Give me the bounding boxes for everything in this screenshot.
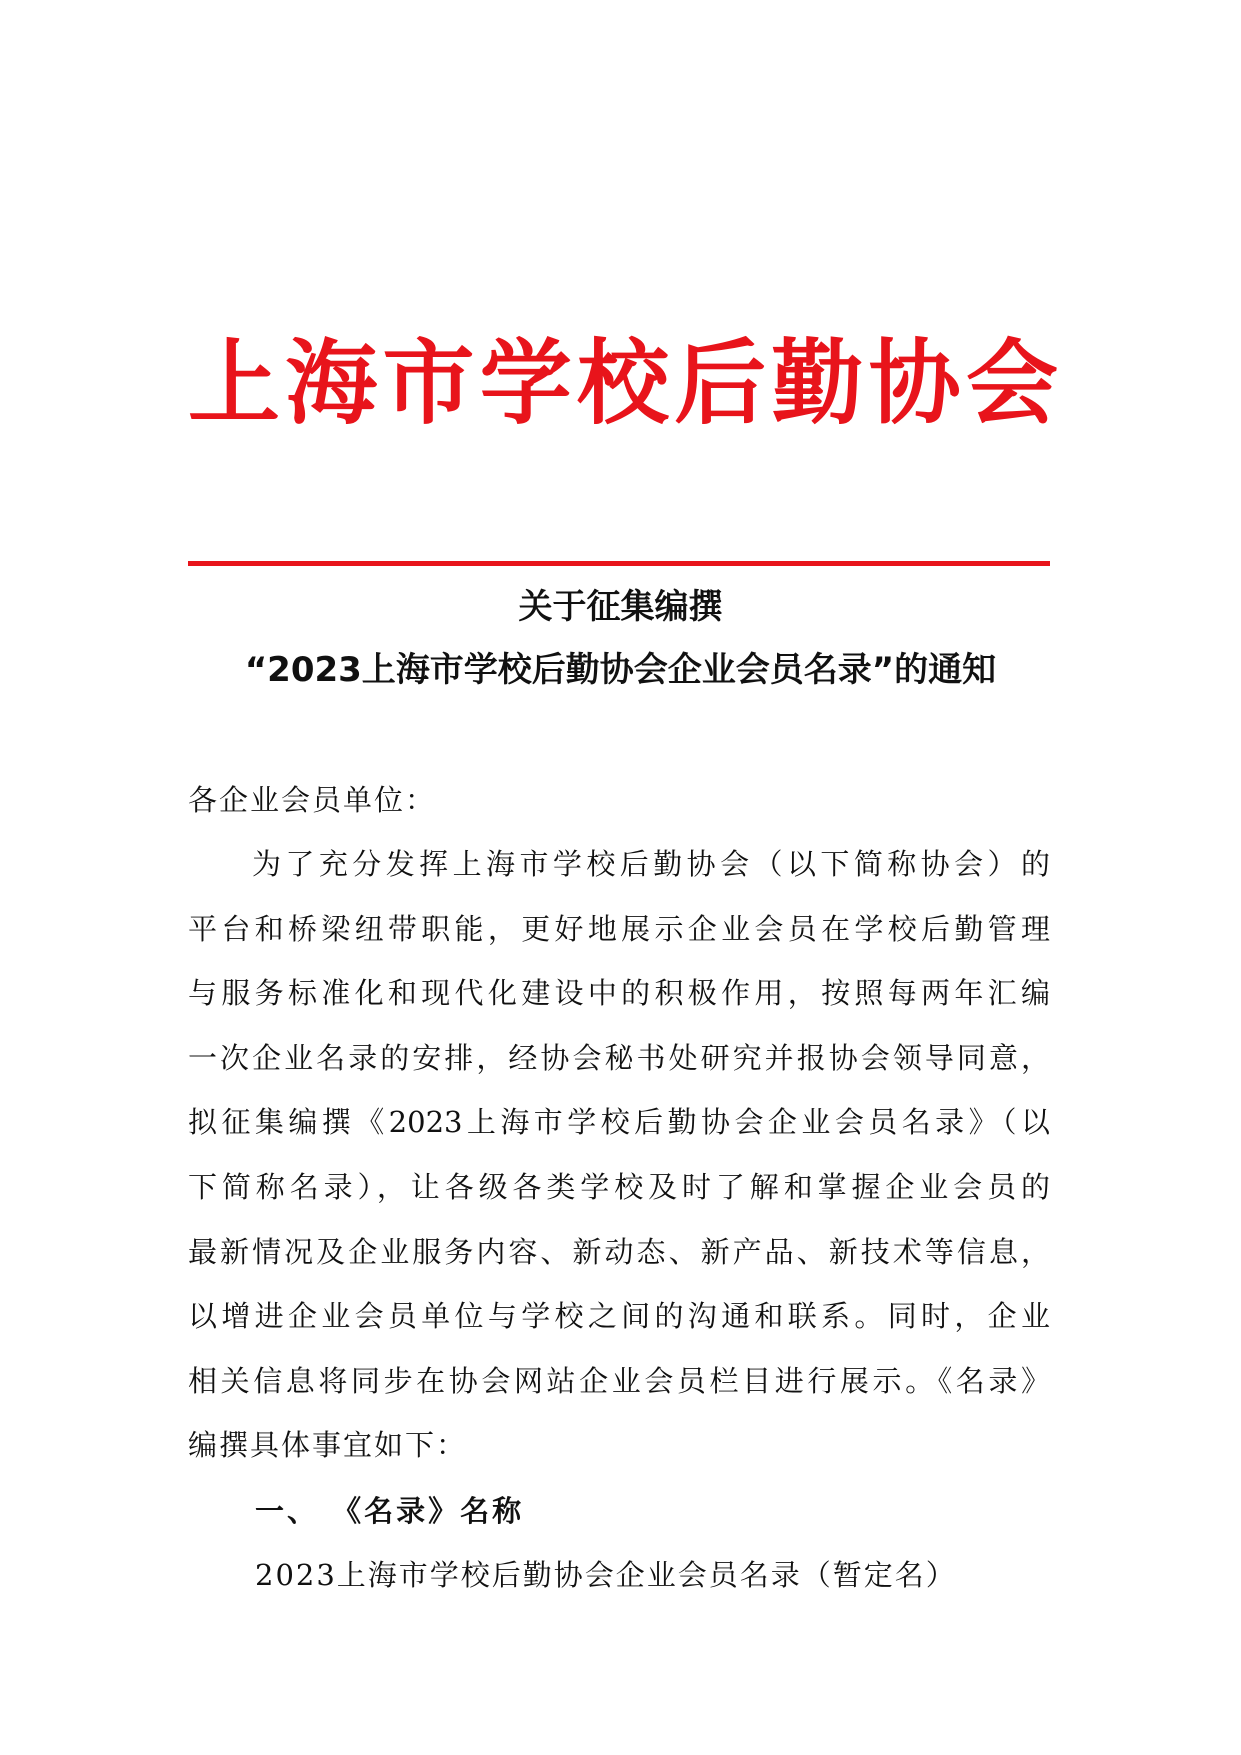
paragraph-line: 相关信息将同步在协会网站企业会员栏目进行展示。《名录》 <box>188 1363 1050 1398</box>
paragraph-line: 一次企业名录的安排，经协会秘书处研究并报协会领导同意， <box>188 1040 1050 1075</box>
paragraph-line: 最新情况及企业服务内容、新动态、新产品、新技术等信息， <box>188 1234 1050 1269</box>
section-1-heading: 一、 《名录》名称 <box>255 1494 525 1528</box>
notice-title-line-2: “2023上海市学校后勤协会企业会员名录”的通知 <box>244 650 997 690</box>
paragraph-line: 以增进企业会员单位与学校之间的沟通和联系。同时，企业 <box>188 1299 1050 1334</box>
section-1-content: 2023上海市学校后勤协会企业会员名录（暂定名） <box>255 1558 957 1592</box>
letterhead-divider <box>188 561 1050 566</box>
paragraph-line: 拟征集编撰《2023上海市学校后勤协会企业会员名录》（以 <box>188 1105 1050 1140</box>
paragraph-line: 平台和桥梁纽带职能，更好地展示企业会员在学校后勤管理 <box>188 911 1050 946</box>
letterhead-org-name: 上海市学校后勤协会 <box>188 329 1058 437</box>
notice-title-line-1: 关于征集编撰 <box>518 587 723 627</box>
paragraph-line: 下简称名录），让各级各类学校及时了解和掌握企业会员的 <box>188 1169 1050 1204</box>
salutation: 各企业会员单位： <box>188 783 437 817</box>
paragraph-line: 为了充分发挥上海市学校后勤协会（以下简称协会）的 <box>252 847 1050 881</box>
body-paragraph <box>188 839 1050 1485</box>
paragraph-line: 编撰具体事宜如下： <box>188 1428 468 1463</box>
paragraph-line: 与服务标准化和现代化建设中的积极作用，按照每两年汇编 <box>188 976 1050 1011</box>
